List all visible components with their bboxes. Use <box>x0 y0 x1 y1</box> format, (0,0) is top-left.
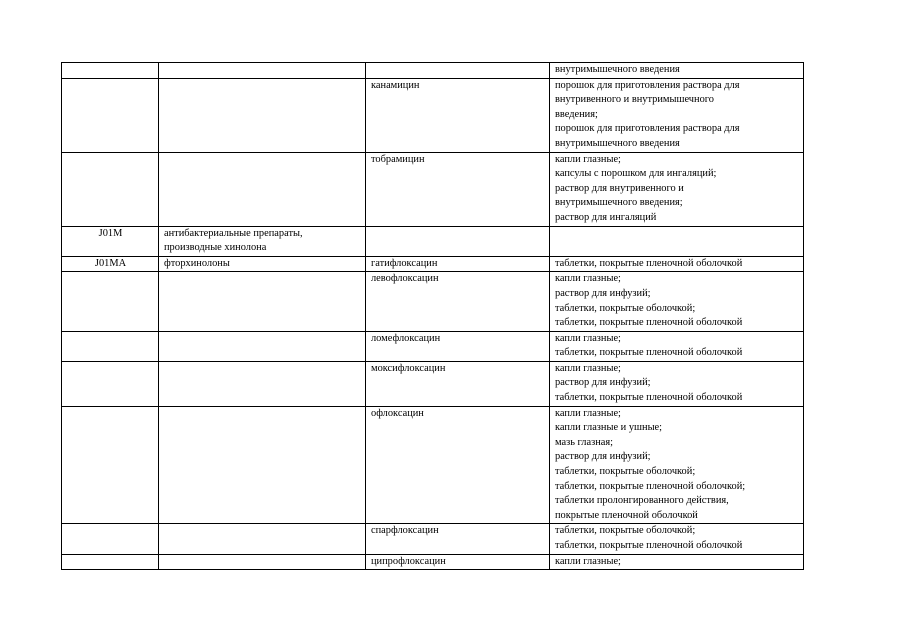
atc-group-cell <box>159 63 366 79</box>
table-row <box>62 63 804 79</box>
drug-name-cell: гатифлоксацин <box>366 256 550 272</box>
dosage-form-cell: капли глазные; капсулы с порошком для ингаляций; раствор для внутривенного и внутримышечного введения; раствор для ингаляций <box>550 152 804 226</box>
dosage-form-cell: таблетки, покрытые пленочной оболочкой <box>550 256 804 272</box>
atc-code-cell <box>62 554 159 570</box>
atc-code-cell <box>62 361 159 406</box>
drug-name-cell: ломефлоксацин <box>366 331 550 361</box>
atc-group-cell <box>159 272 366 331</box>
atc-code-cell <box>62 152 159 226</box>
drug-name-cell: канамицин <box>366 78 550 152</box>
dosage-form-cell: капли глазные; таблетки, покрытые пленочной оболочкой <box>550 331 804 361</box>
drug-table <box>61 62 804 570</box>
atc-code-cell: J01MA <box>62 256 159 272</box>
atc-code-cell <box>62 406 159 524</box>
atc-code-cell: J01M <box>62 226 159 256</box>
atc-group-cell <box>159 406 366 524</box>
dosage-form-cell: капли глазные; капли глазные и ушные; мазь глазная; раствор для инфузий; таблетки, покрытые оболочкой; таблетки, покрытые пленочной оболочкой; таблетки пролонгированного действия, покрытые пленочной оболочкой <box>550 406 804 524</box>
dosage-form-cell: порошок для приготовления раствора для внутривенного и внутримышечного введения; порошок для приготовления раствора для внутримышечного введения <box>550 78 804 152</box>
atc-group-cell <box>159 331 366 361</box>
atc-code-cell <box>62 331 159 361</box>
dosage-form-cell: капли глазные; раствор для инфузий; таблетки, покрытые пленочной оболочкой <box>550 361 804 406</box>
drug-name-cell: тобрамицин <box>366 152 550 226</box>
table-row <box>62 361 804 406</box>
table-row <box>62 524 804 554</box>
table-row <box>62 256 804 272</box>
atc-group-cell <box>159 554 366 570</box>
atc-group-cell: фторхинолоны <box>159 256 366 272</box>
dosage-form-cell: капли глазные; раствор для инфузий; таблетки, покрытые оболочкой; таблетки, покрытые пленочной оболочкой <box>550 272 804 331</box>
atc-code-cell <box>62 272 159 331</box>
atc-code-cell <box>62 524 159 554</box>
table-row <box>62 554 804 570</box>
atc-code-cell <box>62 78 159 152</box>
drug-name-cell: моксифлоксацин <box>366 361 550 406</box>
drug-name-cell: левофлоксацин <box>366 272 550 331</box>
atc-group-cell: антибактериальные препараты, производные хинолона <box>159 226 366 256</box>
table-row <box>62 226 804 256</box>
drug-name-cell: ципрофлоксацин <box>366 554 550 570</box>
dosage-form-cell <box>550 226 804 256</box>
atc-group-cell <box>159 524 366 554</box>
drug-name-cell: офлоксацин <box>366 406 550 524</box>
atc-group-cell <box>159 152 366 226</box>
table-row <box>62 331 804 361</box>
table-row <box>62 78 804 152</box>
table-row <box>62 272 804 331</box>
drug-name-cell <box>366 226 550 256</box>
dosage-form-cell: таблетки, покрытые оболочкой; таблетки, покрытые пленочной оболочкой <box>550 524 804 554</box>
atc-code-cell <box>62 63 159 79</box>
dosage-form-cell: внутримышечного введения <box>550 63 804 79</box>
atc-group-cell <box>159 361 366 406</box>
drug-name-cell: спарфлоксацин <box>366 524 550 554</box>
table-row <box>62 152 804 226</box>
drug-name-cell <box>366 63 550 79</box>
table-row <box>62 406 804 524</box>
dosage-form-cell: капли глазные; <box>550 554 804 570</box>
atc-group-cell <box>159 78 366 152</box>
